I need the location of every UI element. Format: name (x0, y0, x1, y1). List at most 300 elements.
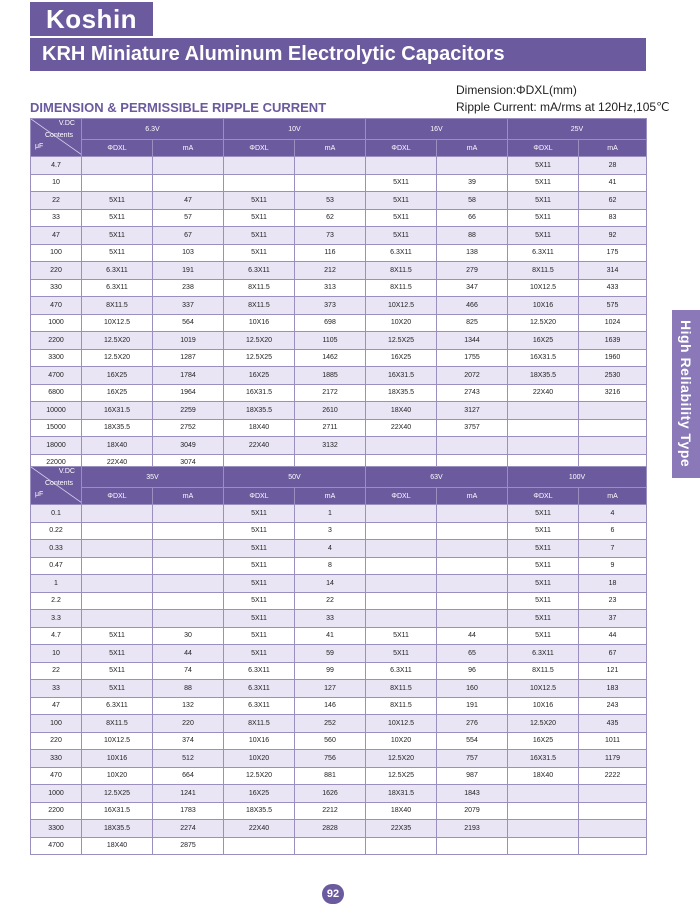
ripple-current-cell: 116 (295, 244, 366, 262)
table-row (31, 820, 647, 838)
ripple-current-cell: 433 (579, 279, 647, 297)
table-row (31, 402, 647, 420)
ripple-current-cell (295, 157, 366, 175)
capacitance-cell: 4700 (31, 367, 82, 385)
ripple-current-cell: 881 (295, 767, 366, 785)
ripple-current-cell: 2875 (153, 837, 224, 855)
table-row (31, 750, 647, 768)
dimension-cell (82, 157, 153, 175)
dimension-cell: 8X11.5 (366, 279, 437, 297)
dimension-cell: 5X11 (224, 209, 295, 227)
dimension-cell (366, 575, 437, 593)
ripple-current-cell (437, 505, 508, 523)
capacitance-cell: 10 (31, 174, 82, 192)
voltage-header: 63V (366, 467, 508, 488)
dimension-cell: 22X40 (224, 820, 295, 838)
table-row (31, 157, 647, 175)
ripple-current-cell: 121 (579, 662, 647, 680)
ripple-current-cell: 44 (153, 645, 224, 663)
ripple-current-cell: 59 (295, 645, 366, 663)
ripple-current-cell: 58 (437, 192, 508, 210)
dimension-cell: 10X20 (366, 314, 437, 332)
ripple-current-cell: 564 (153, 314, 224, 332)
ripple-current-cell: 73 (295, 227, 366, 245)
column-header-ma: mA (153, 140, 224, 157)
ripple-current-cell: 191 (437, 697, 508, 715)
dimension-cell: 18X35.5 (82, 820, 153, 838)
dimension-cell: 5X11 (366, 627, 437, 645)
page-title: KRH Miniature Aluminum Electrolytic Capacitors (30, 38, 646, 71)
dimension-cell: 5X11 (508, 522, 579, 540)
ripple-current-cell: 2752 (153, 419, 224, 437)
ripple-current-cell: 374 (153, 732, 224, 750)
dimension-cell (366, 610, 437, 628)
ripple-current-cell: 313 (295, 279, 366, 297)
ripple-current-cell: 67 (579, 645, 647, 663)
dimension-cell (366, 592, 437, 610)
ripple-current-cell (579, 802, 647, 820)
dimension-cell: 5X11 (82, 645, 153, 663)
dimension-cell (82, 522, 153, 540)
dimension-cell: 5X11 (508, 610, 579, 628)
dimension-cell: 8X11.5 (224, 297, 295, 315)
dimension-cell: 6.3X11 (82, 697, 153, 715)
ripple-current-cell: 127 (295, 680, 366, 698)
dimension-cell (508, 837, 579, 855)
dimension-cell: 5X11 (508, 575, 579, 593)
dimension-cell: 10X16 (82, 750, 153, 768)
dimension-cell: 5X11 (224, 575, 295, 593)
column-header-dxl: ΦDXL (508, 488, 579, 505)
table-row (31, 627, 647, 645)
dimension-cell (366, 157, 437, 175)
ripple-current-cell: 3216 (579, 384, 647, 402)
column-header-row (31, 488, 647, 505)
ripple-current-cell: 554 (437, 732, 508, 750)
ripple-current-cell: 44 (437, 627, 508, 645)
table-row (31, 505, 647, 523)
dimension-cell: 18X31.5 (366, 785, 437, 803)
capacitance-cell: 0.47 (31, 557, 82, 575)
capacitance-cell: 220 (31, 732, 82, 750)
dimension-cell: 18X40 (366, 802, 437, 820)
ripple-current-cell: 987 (437, 767, 508, 785)
ripple-current-cell: 1784 (153, 367, 224, 385)
dimension-cell: 18X40 (366, 402, 437, 420)
ripple-current-cell: 3132 (295, 437, 366, 455)
voltage-header: 50V (224, 467, 366, 488)
dimension-cell: 5X11 (224, 645, 295, 663)
capacitance-cell: 470 (31, 767, 82, 785)
ripple-current-cell (153, 174, 224, 192)
capacitance-cell: 22 (31, 192, 82, 210)
ripple-current-cell (437, 592, 508, 610)
ripple-current-cell: 243 (579, 697, 647, 715)
dimension-cell: 5X11 (508, 540, 579, 558)
dimension-cell: 10X12.5 (508, 279, 579, 297)
dimension-cell: 18X35.5 (366, 384, 437, 402)
ripple-current-cell: 8 (295, 557, 366, 575)
dimension-cell: 6.3X11 (224, 262, 295, 280)
capacitance-cell: 10000 (31, 402, 82, 420)
ripple-current-cell: 1843 (437, 785, 508, 803)
ripple-current-cell: 1626 (295, 785, 366, 803)
corner-vdc-label: V.DC (58, 468, 75, 475)
dimension-cell: 8X11.5 (82, 715, 153, 733)
voltage-header: 25V (508, 119, 647, 140)
dimension-cell: 16X25 (82, 367, 153, 385)
dimension-cell: 8X11.5 (508, 662, 579, 680)
dimension-cell: 5X11 (82, 662, 153, 680)
dimension-cell: 6.3X11 (82, 279, 153, 297)
dimension-cell (224, 157, 295, 175)
ripple-current-cell: 1105 (295, 332, 366, 350)
ripple-current-cell: 23 (579, 592, 647, 610)
voltage-header: 100V (508, 467, 647, 488)
side-tab (672, 310, 700, 478)
dimension-cell: 5X11 (224, 244, 295, 262)
dimension-cell: 5X11 (508, 227, 579, 245)
table-row (31, 227, 647, 245)
corner-header (31, 467, 82, 505)
capacitance-cell: 15000 (31, 419, 82, 437)
dimension-cell: 12.5X20 (224, 332, 295, 350)
ripple-current-cell: 2743 (437, 384, 508, 402)
ripple-current-cell: 14 (295, 575, 366, 593)
ripple-current-cell: 37 (579, 610, 647, 628)
dimension-cell: 16X31.5 (82, 802, 153, 820)
capacitance-cell: 330 (31, 279, 82, 297)
dimension-cell: 10X20 (224, 750, 295, 768)
column-header-ma: mA (437, 488, 508, 505)
ripple-current-cell: 88 (153, 680, 224, 698)
dimension-cell (366, 437, 437, 455)
dimension-cell: 6.3X11 (508, 244, 579, 262)
ripple-current-cell: 664 (153, 767, 224, 785)
ripple-current-cell: 2274 (153, 820, 224, 838)
dimension-cell: 16X31.5 (224, 384, 295, 402)
dimension-cell: 18X35.5 (224, 402, 295, 420)
ripple-current-cell: 1 (295, 505, 366, 523)
ripple-current-cell: 62 (579, 192, 647, 210)
ripple-current-cell: 99 (295, 662, 366, 680)
dimension-cell: 5X11 (508, 209, 579, 227)
corner-contents-label: Contents (45, 480, 74, 487)
capacitance-cell: 220 (31, 262, 82, 280)
ripple-current-cell: 30 (153, 627, 224, 645)
dimension-cell: 22X40 (508, 384, 579, 402)
ripple-current-cell (579, 419, 647, 437)
dimension-cell: 5X11 (224, 540, 295, 558)
ripple-current-cell (153, 557, 224, 575)
dimension-cell: 18X40 (508, 767, 579, 785)
column-header-ma: mA (437, 140, 508, 157)
dimension-cell: 16X25 (224, 785, 295, 803)
ripple-current-cell: 47 (153, 192, 224, 210)
ripple-current-cell: 1287 (153, 349, 224, 367)
capacitance-cell: 4.7 (31, 157, 82, 175)
corner-vdc-label: V.DC (58, 120, 75, 127)
ripple-current-cell (579, 837, 647, 855)
table-row (31, 349, 647, 367)
ripple-current-cell: 2259 (153, 402, 224, 420)
dimension-cell: 5X11 (508, 157, 579, 175)
dimension-cell: 18X35.5 (82, 419, 153, 437)
ripple-current-cell: 435 (579, 715, 647, 733)
dimension-cell: 5X11 (366, 209, 437, 227)
table-row (31, 645, 647, 663)
dimension-cell: 5X11 (224, 522, 295, 540)
dimension-cell (366, 540, 437, 558)
voltage-header: 6.3V (82, 119, 224, 140)
ripple-current-cell (153, 540, 224, 558)
corner-uf-label: μF (35, 491, 44, 498)
dimension-cell: 18X35.5 (224, 802, 295, 820)
capacitance-cell: 6800 (31, 384, 82, 402)
dimension-cell (366, 557, 437, 575)
dimension-cell (508, 802, 579, 820)
capacitance-cell: 1 (31, 575, 82, 593)
ripple-current-cell: 1964 (153, 384, 224, 402)
dimension-cell: 12.5X25 (366, 767, 437, 785)
ripple-current-cell: 146 (295, 697, 366, 715)
dimension-cell: 6.3X11 (82, 262, 153, 280)
column-header-ma: mA (295, 488, 366, 505)
ripple-current-cell: 3049 (153, 437, 224, 455)
ripple-current-cell (579, 785, 647, 803)
dimension-cell: 5X11 (82, 192, 153, 210)
dimension-cell (82, 505, 153, 523)
ripple-current-cell: 3074 (153, 454, 224, 472)
ripple-current-cell (153, 505, 224, 523)
ripple-current-cell: 2222 (579, 767, 647, 785)
ripple-current-cell: 2193 (437, 820, 508, 838)
ripple-current-cell: 67 (153, 227, 224, 245)
dimension-cell: 10X12.5 (508, 680, 579, 698)
corner-uf-label: μF (35, 143, 44, 150)
table-row (31, 837, 647, 855)
column-header-dxl: ΦDXL (224, 140, 295, 157)
table-row (31, 785, 647, 803)
ripple-current-cell: 314 (579, 262, 647, 280)
table-row (31, 522, 647, 540)
column-header-ma: mA (579, 140, 647, 157)
ripple-current-cell: 183 (579, 680, 647, 698)
voltage-header-row (31, 119, 647, 140)
ripple-current-cell: 4 (579, 505, 647, 523)
dimension-cell (366, 837, 437, 855)
ripple-current-cell: 83 (579, 209, 647, 227)
ripple-current-cell (437, 157, 508, 175)
dimension-cell: 10X20 (82, 767, 153, 785)
dimension-cell: 5X11 (508, 627, 579, 645)
ripple-current-cell: 1019 (153, 332, 224, 350)
column-header-dxl: ΦDXL (366, 140, 437, 157)
dimension-cell: 10X16 (508, 697, 579, 715)
dimension-cell: 16X31.5 (82, 402, 153, 420)
table-row (31, 279, 647, 297)
table-row (31, 557, 647, 575)
dimension-cell: 5X11 (224, 227, 295, 245)
dimension-cell: 5X11 (224, 627, 295, 645)
ripple-current-cell: 1241 (153, 785, 224, 803)
dimension-cell (508, 402, 579, 420)
ripple-current-cell: 2530 (579, 367, 647, 385)
dimension-cell: 8X11.5 (366, 697, 437, 715)
ripple-current-cell: 41 (579, 174, 647, 192)
ripple-current-cell: 373 (295, 297, 366, 315)
ripple-current-cell: 1011 (579, 732, 647, 750)
capacitance-cell: 2.2 (31, 592, 82, 610)
dimension-cell: 12.5X20 (366, 750, 437, 768)
ripple-current-cell (153, 575, 224, 593)
voltage-header-row (31, 467, 647, 488)
dimension-cell: 16X25 (508, 332, 579, 350)
dimension-cell: 10X12.5 (366, 297, 437, 315)
table-row (31, 332, 647, 350)
ripple-current-cell: 2079 (437, 802, 508, 820)
table-row (31, 262, 647, 280)
ripple-current-cell (437, 557, 508, 575)
dimension-cell (82, 610, 153, 628)
ripple-current-cell: 3 (295, 522, 366, 540)
table-row (31, 802, 647, 820)
capacitance-cell: 330 (31, 750, 82, 768)
ripple-current-cell: 466 (437, 297, 508, 315)
dimension-cell: 16X25 (224, 367, 295, 385)
dimension-cell (82, 174, 153, 192)
table-row (31, 697, 647, 715)
ripple-current-cell: 96 (437, 662, 508, 680)
ripple-current-cell (437, 610, 508, 628)
dimension-cell: 18X35.5 (508, 367, 579, 385)
dimension-cell: 5X11 (366, 174, 437, 192)
ripple-current-cell: 1960 (579, 349, 647, 367)
dimension-cell: 5X11 (82, 627, 153, 645)
table-row (31, 419, 647, 437)
capacitance-cell: 1000 (31, 314, 82, 332)
table-row (31, 575, 647, 593)
table-row (31, 209, 647, 227)
dimension-cell: 22X40 (224, 437, 295, 455)
dimension-cell: 6.3X11 (224, 697, 295, 715)
dimension-cell: 5X11 (366, 645, 437, 663)
ripple-current-cell: 2172 (295, 384, 366, 402)
dimension-cell: 8X11.5 (366, 262, 437, 280)
capacitance-cell: 4700 (31, 837, 82, 855)
column-header-dxl: ΦDXL (82, 488, 153, 505)
dimension-cell: 18X40 (82, 437, 153, 455)
capacitance-cell: 3.3 (31, 610, 82, 628)
page-number: 92 (322, 884, 344, 904)
ripple-current-cell: 3127 (437, 402, 508, 420)
ripple-note: Ripple Current: mA/rms at 120Hz,105℃ (456, 100, 670, 114)
ripple-current-cell: 4 (295, 540, 366, 558)
capacitance-cell: 47 (31, 227, 82, 245)
ripple-current-cell (295, 837, 366, 855)
ripple-current-cell (437, 575, 508, 593)
ripple-current-cell: 238 (153, 279, 224, 297)
dimension-cell: 5X11 (224, 610, 295, 628)
ripple-current-cell: 698 (295, 314, 366, 332)
ripple-current-cell: 92 (579, 227, 647, 245)
table-row (31, 367, 647, 385)
ripple-current-cell (437, 540, 508, 558)
ripple-current-cell: 1885 (295, 367, 366, 385)
dimension-cell: 10X12.5 (366, 715, 437, 733)
dimension-cell: 10X16 (224, 314, 295, 332)
dimension-cell: 6.3X11 (366, 662, 437, 680)
capacitance-cell: 100 (31, 244, 82, 262)
dimension-note: Dimension:ΦDXL(mm) (456, 83, 577, 97)
capacitance-cell: 470 (31, 297, 82, 315)
dimension-cell: 5X11 (224, 505, 295, 523)
dimension-cell (82, 540, 153, 558)
capacitance-cell: 3300 (31, 349, 82, 367)
table-row (31, 610, 647, 628)
dimension-cell: 12.5X20 (508, 715, 579, 733)
column-header-dxl: ΦDXL (508, 140, 579, 157)
dimension-cell: 12.5X20 (82, 332, 153, 350)
dimension-cell: 5X11 (508, 192, 579, 210)
capacitance-cell: 33 (31, 680, 82, 698)
table-row (31, 192, 647, 210)
dimension-cell: 8X11.5 (224, 715, 295, 733)
dimension-cell: 12.5X20 (508, 314, 579, 332)
dimension-cell: 22X40 (82, 454, 153, 472)
dimension-cell: 18X40 (82, 837, 153, 855)
ripple-current-cell: 347 (437, 279, 508, 297)
ripple-current-cell: 39 (437, 174, 508, 192)
ripple-current-cell: 252 (295, 715, 366, 733)
ripple-current-cell: 512 (153, 750, 224, 768)
table-row (31, 437, 647, 455)
ripple-current-cell (153, 610, 224, 628)
ripple-current-cell: 212 (295, 262, 366, 280)
dimension-cell: 5X11 (224, 557, 295, 575)
ripple-current-cell (295, 174, 366, 192)
ripple-current-cell: 138 (437, 244, 508, 262)
dimension-cell: 12.5X25 (82, 785, 153, 803)
brand-logo: Koshin (30, 2, 153, 36)
table-row (31, 662, 647, 680)
dimension-cell: 6.3X11 (224, 662, 295, 680)
capacitance-cell: 22 (31, 662, 82, 680)
ripple-current-cell: 41 (295, 627, 366, 645)
dimension-cell (224, 174, 295, 192)
dimension-cell: 5X11 (508, 557, 579, 575)
capacitance-cell: 0.33 (31, 540, 82, 558)
ripple-current-cell: 53 (295, 192, 366, 210)
dimension-cell (508, 820, 579, 838)
dimension-cell: 18X40 (224, 419, 295, 437)
ripple-current-cell: 65 (437, 645, 508, 663)
ripple-current-cell: 57 (153, 209, 224, 227)
capacitance-cell: 10 (31, 645, 82, 663)
side-tab-label: High Reliability Type (678, 320, 694, 468)
ripple-current-cell: 220 (153, 715, 224, 733)
ripple-current-cell: 62 (295, 209, 366, 227)
dimension-cell: 10X12.5 (82, 314, 153, 332)
dimension-cell: 16X25 (508, 732, 579, 750)
ripple-current-cell (153, 592, 224, 610)
ripple-current-cell: 66 (437, 209, 508, 227)
dimension-cell: 5X11 (508, 592, 579, 610)
ripple-current-cell: 28 (579, 157, 647, 175)
capacitance-cell: 2200 (31, 332, 82, 350)
dimension-cell (82, 592, 153, 610)
dimension-cell: 10X12.5 (82, 732, 153, 750)
